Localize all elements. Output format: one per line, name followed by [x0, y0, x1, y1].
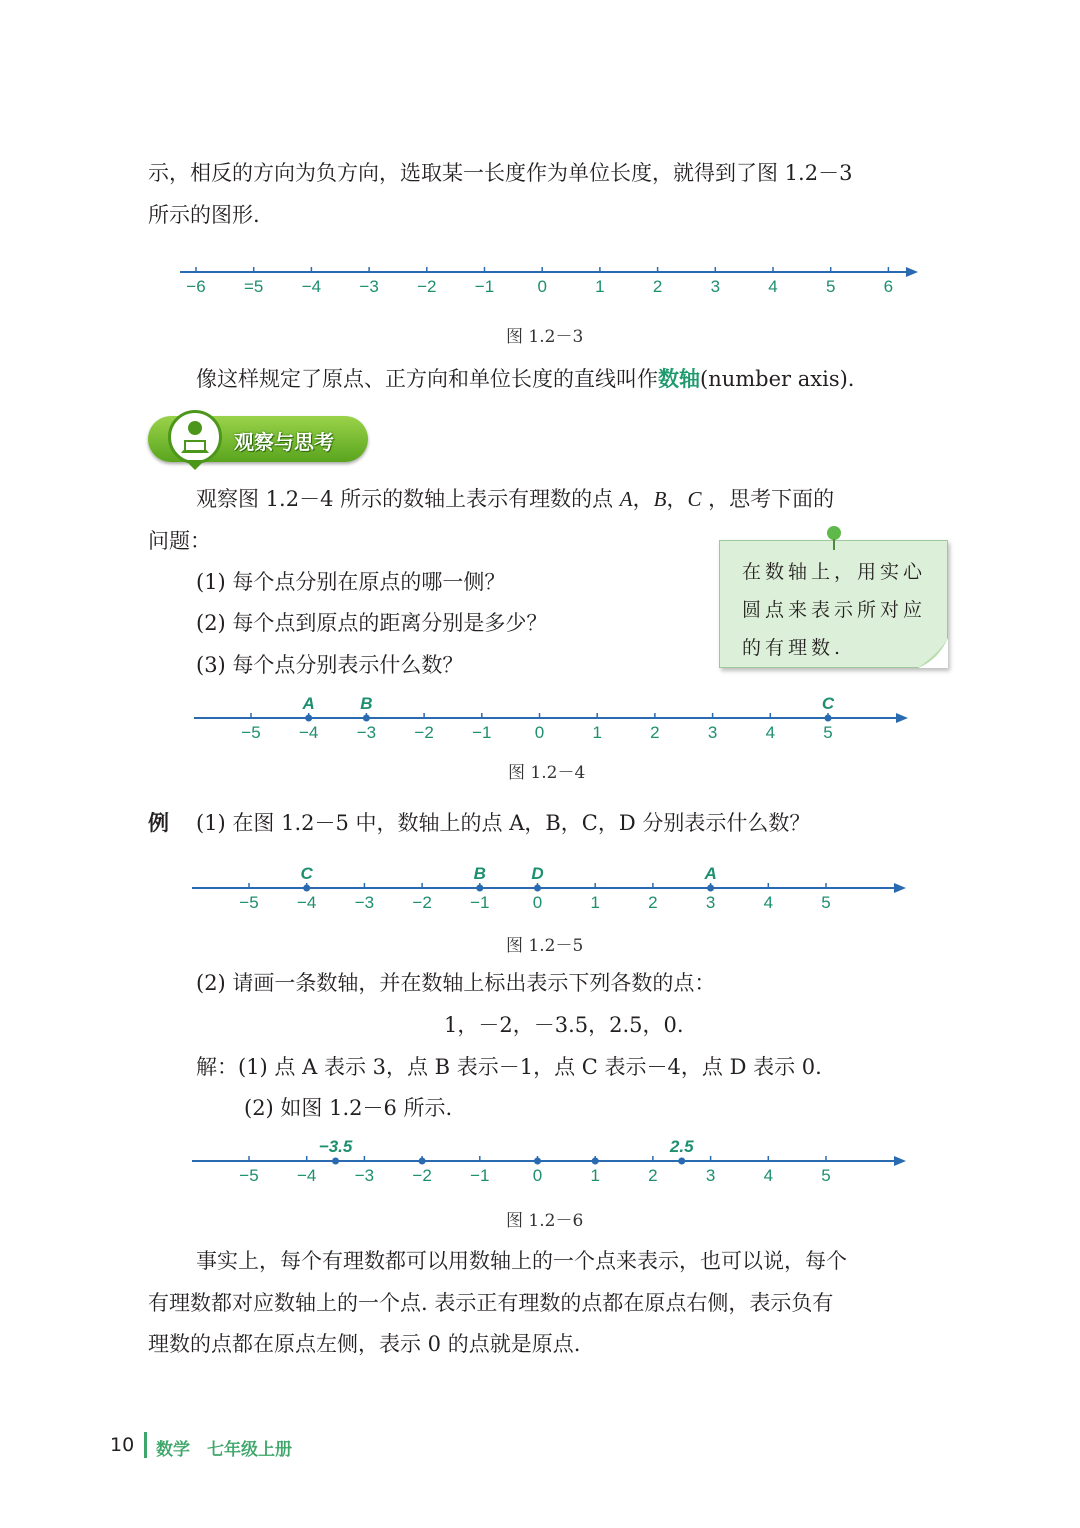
- tick-label: 1: [595, 277, 605, 296]
- axis-point: [363, 715, 370, 722]
- tick-label: −5: [239, 1166, 259, 1185]
- tick-label: 3: [705, 1166, 716, 1185]
- tick-label: 1: [592, 723, 602, 742]
- axis-point: [305, 715, 312, 722]
- tick-label: −4: [297, 1166, 317, 1185]
- observe-point-c: C: [687, 487, 702, 511]
- conclusion-line-2: 有理数都对应数轴上的一个点. 表示正有理数的点都在原点右侧，表示负有: [148, 1291, 834, 1315]
- point-label: C: [300, 864, 313, 883]
- tick-label: −3: [356, 723, 377, 742]
- tick-label: 2: [652, 277, 663, 296]
- tick-label: 3: [707, 723, 718, 742]
- axis-point: [592, 1158, 599, 1165]
- example-question-2: (2) 请画一条数轴，并在数轴上标出表示下列各数的点：: [196, 971, 716, 995]
- book-title: 数学 七年级上册: [156, 1440, 292, 1460]
- tick-label: 0: [532, 1166, 543, 1185]
- banner-pointer-icon: [185, 460, 205, 470]
- note-text: 在数轴上，用实心圆点来表示所对应的有理数.: [742, 561, 927, 659]
- tick-label: =5: [244, 277, 264, 296]
- tick-label: 4: [765, 723, 776, 742]
- tick-label: 3: [705, 893, 716, 912]
- tick-label: 4: [763, 893, 774, 912]
- point-label: A: [704, 864, 717, 883]
- tick-label: 4: [768, 277, 778, 296]
- tick-label: −5: [241, 723, 261, 742]
- tick-label: −4: [299, 723, 319, 742]
- page-number: 10: [110, 1434, 135, 1456]
- tick-label: 5: [823, 723, 833, 742]
- tick-label: −3: [354, 893, 375, 912]
- tick-label: −1: [472, 723, 492, 742]
- tick-label: 0: [537, 277, 547, 296]
- tick-label: 5: [821, 1166, 831, 1185]
- figure-4-caption: 图 1.2－4: [508, 763, 586, 783]
- banner-title: 观察与思考: [234, 430, 334, 454]
- tick-label: 1: [590, 1166, 600, 1185]
- tick-label: −6: [186, 277, 206, 296]
- axis-arrow: [894, 883, 906, 893]
- number-line-figure-3: [170, 255, 930, 305]
- reading-person-icon: [168, 410, 222, 464]
- axis-point: [303, 885, 310, 892]
- tick-label: 1: [590, 893, 600, 912]
- axis-arrow: [906, 267, 918, 277]
- tick-label: −1: [474, 277, 495, 296]
- axis-arrow: [894, 1156, 906, 1166]
- tick-label: −2: [412, 1166, 432, 1185]
- tick-label: −1: [470, 893, 490, 912]
- solution-1: 解：(1) 点 A 表示 3，点 B 表示－1，点 C 表示－4，点 D 表示 0.: [196, 1055, 822, 1079]
- point-label: D: [531, 864, 544, 883]
- tick-label: −3: [359, 277, 379, 296]
- page-curl-icon: [918, 638, 948, 668]
- observe-think-banner: [148, 416, 368, 462]
- axis-point: [534, 885, 541, 892]
- number-line-figure-5: [186, 859, 916, 915]
- tick-label: 5: [825, 277, 836, 296]
- sticky-note: [719, 540, 948, 668]
- axis-point: [825, 715, 832, 722]
- tick-label: 2: [650, 723, 660, 742]
- definition-post: (number axis).: [700, 367, 855, 391]
- footer-divider: [144, 1432, 147, 1458]
- tick-label: 2: [648, 893, 658, 912]
- conclusion-line-1: 事实上，每个有理数都可以用数轴上的一个点来表示，也可以说，每个: [196, 1249, 847, 1273]
- point-label: −3.5: [318, 1137, 353, 1156]
- tick-label: −3: [354, 1166, 375, 1185]
- tick-label: −4: [301, 277, 322, 296]
- example-question-1: (1) 在图 1.2－5 中，数轴上的点 A，B，C，D 分别表示什么数？: [196, 811, 811, 835]
- question-3: (3) 每个点分别表示什么数？: [196, 653, 464, 677]
- tick-label: −1: [470, 1166, 490, 1185]
- pushpin-icon: [824, 525, 844, 551]
- tick-label: 3: [710, 277, 721, 296]
- number-line-figure-4: [186, 690, 916, 746]
- axis-arrow: [896, 713, 908, 723]
- tick-label: 5: [821, 893, 831, 912]
- axis-point: [534, 1158, 541, 1165]
- observe-point-a: A: [619, 487, 633, 511]
- figure-3-caption: 图 1.2－3: [506, 327, 584, 347]
- axis-point: [678, 1158, 685, 1165]
- point-label: B: [473, 864, 486, 883]
- point-label: A: [302, 694, 315, 713]
- question-1: (1) 每个点分别在原点的哪一侧？: [196, 570, 506, 594]
- tick-label: −4: [297, 893, 317, 912]
- tick-label: −5: [239, 893, 259, 912]
- axis-point: [707, 885, 714, 892]
- tick-label: 2: [648, 1166, 658, 1185]
- point-label: B: [360, 694, 373, 713]
- observe-line-2: 问题：: [148, 529, 211, 553]
- question-2: (2) 每个点到原点的距离分别是多少？: [196, 611, 548, 635]
- example-tag: 例: [148, 810, 169, 835]
- axis-point: [476, 885, 483, 892]
- tick-label: −2: [414, 723, 434, 742]
- figure-6-caption: 图 1.2－6: [506, 1211, 584, 1231]
- intro-line-1: 示，相反的方向为负方向，选取某一长度作为单位长度，就得到了图 1.2－3: [148, 161, 853, 185]
- point-label: 2.5: [669, 1137, 694, 1156]
- example-numbers: 1，－2，－3.5，2.5，0.: [444, 1013, 684, 1037]
- tick-label: 4: [763, 1166, 774, 1185]
- definition-pre: 像这样规定了原点、正方向和单位长度的直线叫作: [196, 367, 658, 391]
- tick-label: 6: [883, 277, 894, 296]
- point-label: C: [821, 694, 835, 713]
- solution-2: (2) 如图 1.2－6 所示.: [244, 1096, 453, 1120]
- definition-text: [196, 364, 854, 394]
- observe-line-1: [196, 484, 834, 514]
- observe-line-1-pre: 观察图 1.2－4 所示的数轴上表示有理数的点: [196, 487, 620, 511]
- tick-label: −2: [417, 277, 437, 296]
- observe-sep-1: ，: [632, 487, 654, 511]
- conclusion-line-3: 理数的点都在原点左侧，表示 0 的点就是原点.: [148, 1332, 581, 1356]
- axis-point: [419, 1158, 426, 1165]
- intro-line-2: 所示的图形.: [148, 203, 260, 227]
- axis-point: [332, 1158, 339, 1165]
- tick-label: 0: [532, 893, 543, 912]
- tick-label: −2: [412, 893, 432, 912]
- definition-term: 数轴: [658, 366, 700, 391]
- observe-sep-2: ，: [666, 487, 688, 511]
- figure-5-caption: 图 1.2－5: [506, 936, 584, 956]
- observe-line-1-post: ，思考下面的: [701, 487, 835, 511]
- number-line-figure-6: [186, 1131, 916, 1187]
- observe-point-b: B: [653, 487, 667, 511]
- tick-label: 0: [534, 723, 545, 742]
